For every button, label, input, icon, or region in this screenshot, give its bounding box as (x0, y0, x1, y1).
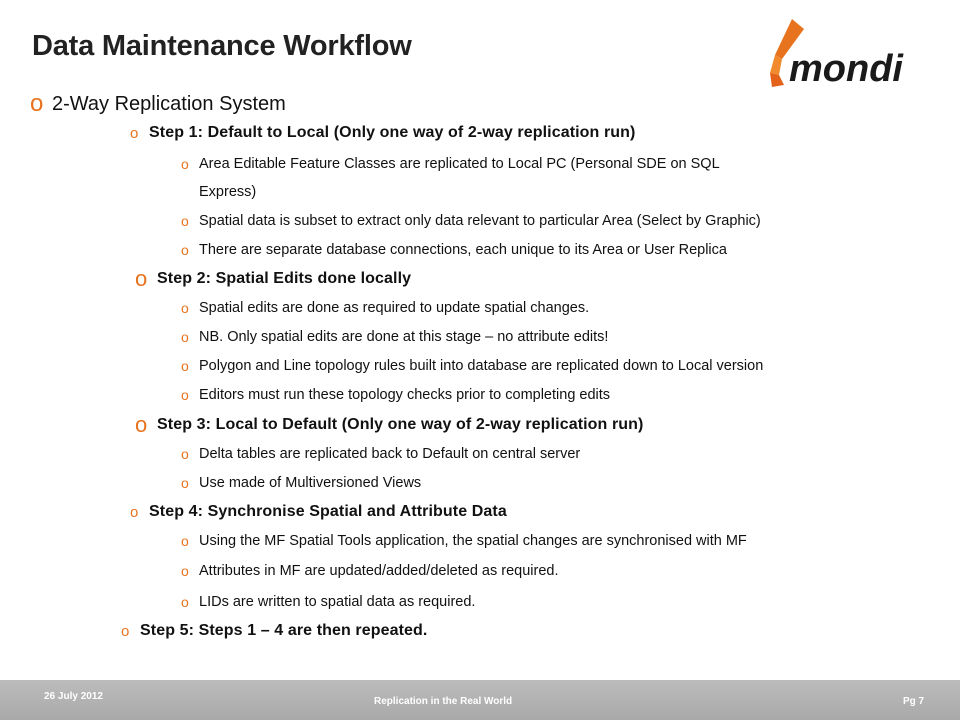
step-1-item: o There are separate database connections, each unique to its Area or User Replica (181, 242, 727, 258)
bullet-marker: o (181, 329, 189, 345)
bullet-marker: o (181, 156, 189, 172)
slide-title: Data Maintenance Workflow (32, 30, 412, 62)
step-1-heading: o Step 1: Default to Local (Only one way of 2-way replication run) (130, 124, 636, 142)
footer-title: Replication in the Real World (374, 696, 513, 707)
bullet-marker: o (135, 412, 148, 437)
step-1-item: o Area Editable Feature Classes are replicated to Local PC (Personal SDE on SQL (181, 156, 720, 172)
step-2-item: o Polygon and Line topology rules built into database are replicated down to Local version (181, 358, 764, 374)
step-5-heading: o Step 5: Steps 1 – 4 are then repeated. (121, 622, 428, 640)
step-4-item: o Attributes in MF are updated/added/deleted as required. (181, 563, 559, 579)
bullet-marker: o (135, 266, 148, 291)
step-3-item: o Delta tables are replicated back to Default on central server (181, 446, 581, 462)
bullet-marker: o (181, 213, 189, 229)
bullet-marker: o (30, 90, 44, 117)
step-2-heading: o Step 2: Spatial Edits done locally (135, 266, 412, 291)
bullet-marker: o (181, 594, 189, 610)
step-3-item: o Use made of Multiversioned Views (181, 475, 422, 491)
step-4-item: o LIDs are written to spatial data as required. (181, 594, 476, 610)
step-1-item-continuation: Express) (199, 184, 257, 200)
bullet-main (30, 90, 286, 117)
bullet-marker: o (130, 504, 139, 521)
footer-date: 26 July 2012 (44, 691, 103, 702)
bullet-marker: o (181, 242, 189, 258)
step-2-item: o NB. Only spatial edits are done at this stage – no attribute edits! (181, 329, 609, 345)
bullet-marker: o (181, 300, 189, 316)
step-2-item: o Editors must run these topology checks prior to completing edits (181, 387, 611, 403)
bullet-marker: o (181, 446, 189, 462)
step-1-item: o Spatial data is subset to extract only data relevant to particular Area (Select by Graphic) (181, 213, 761, 229)
bullet-marker: o (181, 533, 189, 549)
page-number: Pg 7 (903, 696, 925, 707)
bullet-marker: o (130, 125, 139, 142)
step-4-item: o Using the MF Spatial Tools application, the spatial changes are synchronised with MF (181, 533, 747, 549)
bullet-marker: o (181, 387, 189, 403)
step-4-heading: o Step 4: Synchronise Spatial and Attribute Data (130, 503, 507, 521)
step-3-heading: o Step 3: Local to Default (Only one way of 2-way replication run) (135, 412, 644, 437)
bullet-marker: o (181, 563, 189, 579)
step-2-item: o Spatial edits are done as required to update spatial changes. (181, 300, 590, 316)
bullet-marker: o (121, 623, 130, 640)
mondi-logo-wordmark: mondi (789, 48, 903, 90)
bullet-marker: o (181, 358, 189, 374)
bullet-marker: o (181, 475, 189, 491)
footer-bar (0, 680, 960, 720)
bullet-main-text: 2-Way Replication System (52, 93, 286, 115)
